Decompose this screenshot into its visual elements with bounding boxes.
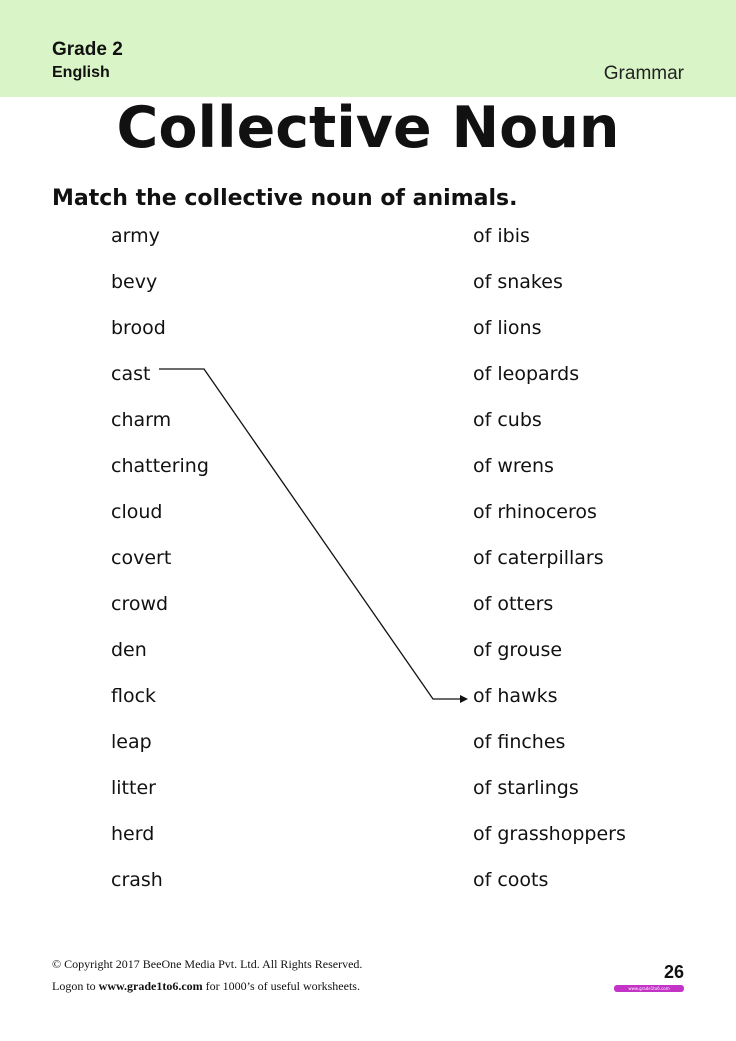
list-item: of otters: [473, 593, 554, 615]
list-item: litter: [111, 777, 156, 799]
list-item: brood: [111, 317, 166, 339]
copyright-text: © Copyright 2017 BeeOne Media Pvt. Ltd. All Rights Reserved.: [52, 957, 363, 971]
list-item: cloud: [111, 501, 163, 523]
logon-suffix: for 1000’s of useful worksheets.: [202, 979, 360, 993]
list-item: of rhinoceros: [473, 501, 597, 523]
page-title: Collective Noun: [116, 95, 620, 161]
list-item: of lions: [473, 317, 542, 339]
list-item: crowd: [111, 593, 169, 615]
site-badge: www.grade1to6.com: [614, 985, 684, 992]
grade-label: Grade 2: [52, 39, 123, 60]
list-item: leap: [111, 731, 152, 753]
list-item: army: [111, 225, 160, 247]
logon-text: [52, 979, 360, 993]
subject-label: English: [52, 64, 110, 81]
list-item: of wrens: [473, 455, 554, 477]
instruction-text: Match the collective noun of animals.: [52, 186, 518, 211]
list-item: crash: [111, 869, 163, 891]
list-item: chattering: [111, 455, 209, 477]
list-item: of caterpillars: [473, 547, 604, 569]
list-item: den: [111, 639, 147, 661]
list-item: of finches: [473, 731, 566, 753]
list-item: of cubs: [473, 409, 542, 431]
list-item: bevy: [111, 271, 158, 293]
list-item: of starlings: [473, 777, 579, 799]
list-item: of ibis: [473, 225, 530, 247]
list-item: of grouse: [473, 639, 563, 661]
list-item: flock: [111, 685, 157, 707]
page-number: 26: [663, 962, 684, 982]
topic-label: Grammar: [603, 63, 684, 84]
list-item: of snakes: [473, 271, 563, 293]
arrowhead-icon: [460, 695, 468, 703]
list-item: of leopards: [473, 363, 580, 385]
list-item: of coots: [473, 869, 549, 891]
logon-prefix: Logon to: [52, 979, 99, 993]
list-item: covert: [111, 547, 172, 569]
animal-group-list: [473, 220, 626, 910]
list-item: herd: [111, 823, 155, 845]
list-item: charm: [111, 409, 172, 431]
list-item: cast: [111, 363, 151, 385]
collective-noun-list: [111, 220, 209, 910]
list-item: of hawks: [473, 685, 558, 707]
website-link[interactable]: www.grade1to6.com: [98, 979, 203, 993]
list-item: of grasshoppers: [473, 823, 626, 845]
